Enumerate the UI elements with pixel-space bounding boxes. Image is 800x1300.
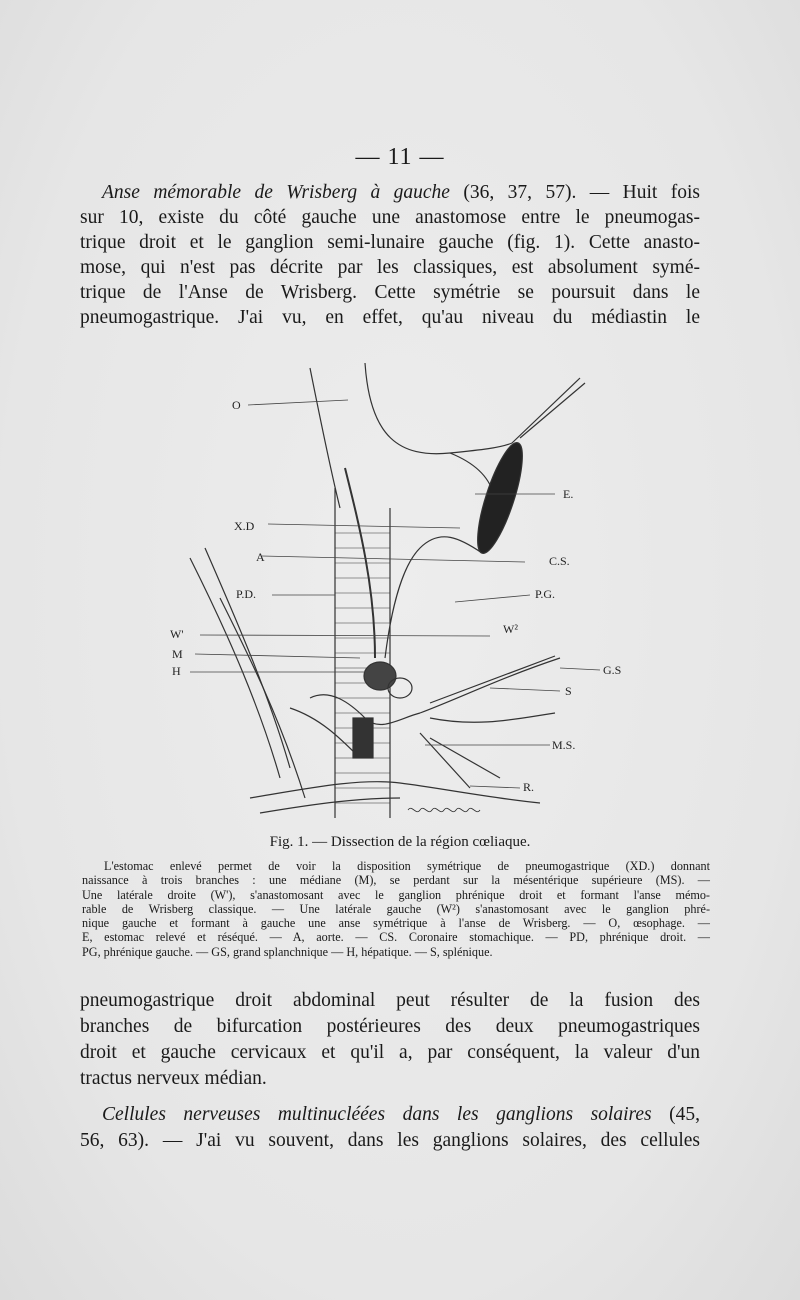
- figure-label-w2: W²: [503, 622, 518, 636]
- paragraph-line: 56, 63). — J'ai vu souvent, dans les ganglions solaires, des cellules: [80, 1130, 700, 1151]
- caption-line: Une latérale droite (W'), s'anastomosant avec le ganglion phrénique droit et formant l'anse mémo-: [82, 887, 710, 902]
- paragraph-line: pneumogastrique. J'ai vu, en effet, qu'au niveau du médiastin le: [80, 307, 700, 328]
- paragraph-line: pneumogastrique droit abdominal peut résulter de la fusion des: [80, 990, 700, 1011]
- caption-line: L'estomac enlevé permet de voir la disposition symétrique de pneumogastrique (XD.) donnant: [104, 859, 710, 873]
- celiac-dissection-drawing: [160, 358, 640, 828]
- figure-label-ms: M.S.: [552, 738, 576, 752]
- paragraph-line: sur 10, existe du côté gauche une anastomose entre le pneumogas-: [80, 207, 700, 228]
- paragraph-line: droit et gauche cervicaux et qu'il a, par conséquent, la valeur d'un: [80, 1042, 700, 1063]
- artist-signature: [408, 808, 480, 811]
- figure-label-o: O: [232, 398, 241, 412]
- figure-caption-body: [82, 859, 710, 959]
- figure-label-cs: C.S.: [549, 554, 570, 568]
- figure-label-xd: X.D: [234, 519, 255, 533]
- figure-label-r: R.: [523, 780, 535, 794]
- paragraph-line: trique droit et le ganglion semi-lunaire gauche (fig. 1). Cette anasto-: [80, 232, 700, 253]
- section-heading-italic: Anse mémorable de Wrisberg à gauche: [102, 182, 450, 203]
- paragraph-pneumogastrique: [80, 988, 700, 1092]
- caption-line: E, estomac relevé et réséqué. — A, aorte. — CS. Coronaire stomachique. — PD, phrénique droit. —: [82, 930, 710, 945]
- paragraph-line: tractus nerveux médian.: [80, 1068, 267, 1089]
- caption-line: nique gauche et formant à gauche une anse symétrique à l'anse de Wrisberg. — O, œsophage. —: [82, 916, 710, 931]
- caption-line: naissance à trois branches : une médiane (M), se perdant sur la mésentérique supérieure (MS). —: [82, 873, 710, 888]
- paragraph-line: branches de bifurcation postérieures des deux pneumogastriques: [80, 1016, 700, 1037]
- figure-label-e: E.: [563, 487, 574, 501]
- figure-label-m: M: [172, 647, 183, 661]
- paragraph-line-rest: (36, 37, 57). — Huit fois: [449, 182, 700, 203]
- figure-label-pd: P.D.: [236, 587, 257, 601]
- caption-line: PG, phrénique gauche. — GS, grand splanchnique — H, hépatique. — S, splénique.: [82, 944, 493, 959]
- paragraph-line-rest: (45,: [651, 1104, 701, 1125]
- figure-label-pg: P.G.: [535, 587, 556, 601]
- paragraph-line: mose, qui n'est pas décrite par les classiques, est absolument symé-: [80, 257, 700, 278]
- figure-label-gs: G.S: [603, 663, 622, 677]
- anatomical-figure: [160, 358, 640, 828]
- paragraph-anse-wrisberg: [80, 180, 700, 330]
- paragraph-line: trique de l'Anse de Wrisberg. Cette symétrie se poursuit dans le: [80, 282, 700, 303]
- paragraph-line: [80, 180, 700, 205]
- paragraph-cellules: [80, 1102, 700, 1154]
- figure-caption-title: Fig. 1. — Dissection de la région cœliaque.: [269, 834, 531, 850]
- figure-label-h: H: [172, 664, 181, 678]
- figure-label-s: S: [565, 684, 572, 698]
- figure-label-w-prime: W': [170, 627, 184, 641]
- paragraph-line: [80, 1102, 700, 1128]
- section-heading-italic: Cellules nerveuses multinucléées dans les ganglions solaires: [102, 1104, 652, 1125]
- caption-line: rable de Wrisberg classique. — Une latérale gauche (W²) s'anastomosant avec le ganglion phré-: [82, 901, 710, 916]
- figure-label-a: A: [256, 550, 265, 564]
- page-number: — 11 —: [355, 144, 445, 170]
